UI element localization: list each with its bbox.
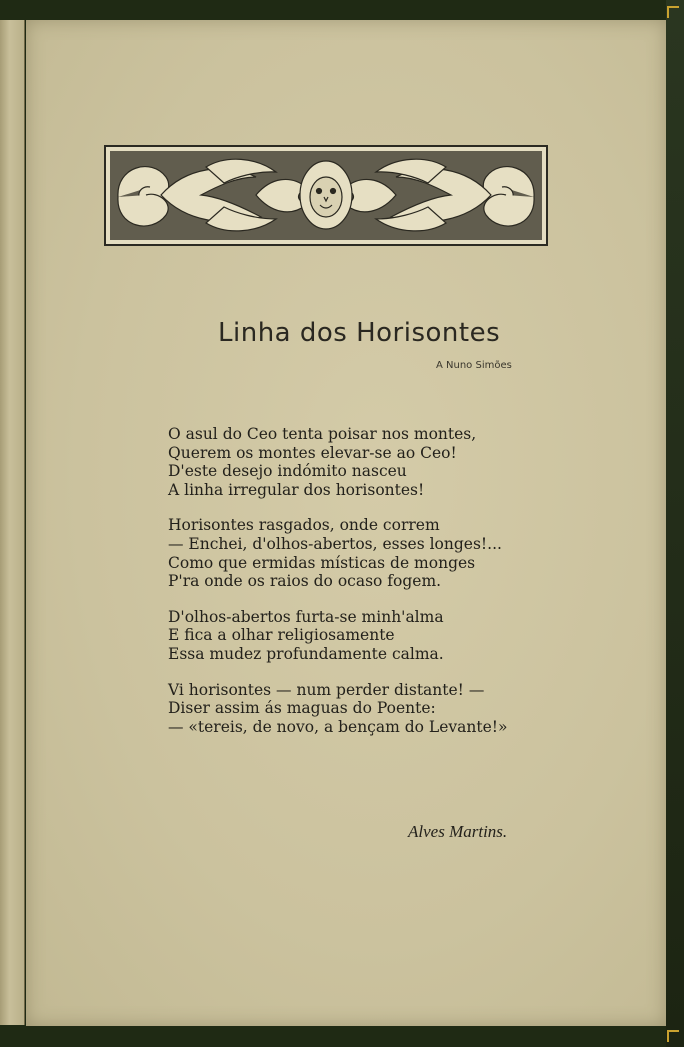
poem-dedication: A Nuno Simões <box>436 360 512 371</box>
poem-line: A linha irregular dos horisontes! <box>168 480 425 499</box>
poem-title: Linha dos Horisontes <box>218 318 501 348</box>
poem-line: P'ra onde os raios do ocaso fogem. <box>168 572 442 591</box>
poem-line: — «tereis, de novo, a bençam do Levante!» <box>168 717 508 736</box>
stanza <box>168 608 508 664</box>
poem-body <box>168 425 508 753</box>
previous-page-edge <box>0 20 25 1025</box>
poem-line: Vi horisontes — num perder distante! — <box>168 680 485 699</box>
poem-line: Diser assim ás maguas do Poente: <box>168 699 436 718</box>
stanza <box>168 681 508 737</box>
author-signature: Alves Martins. <box>408 822 508 841</box>
poem-line: D'olhos-abertos furta-se minh'alma <box>168 607 444 626</box>
poem-line: O asul do Ceo tenta poisar nos montes, <box>168 425 477 443</box>
scan-border <box>666 0 684 1047</box>
poem-line: Como que ermidas místicas de monges <box>168 553 476 572</box>
poem-line: Essa mudez profundamente calma. <box>168 644 444 663</box>
stanza <box>168 516 508 590</box>
decorative-headpiece <box>104 145 548 246</box>
poem-line: Querem os montes elevar-se ao Ceo! <box>168 443 457 462</box>
poem-line: E fica a olhar religiosamente <box>168 626 395 645</box>
stanza <box>168 425 508 499</box>
poem-line: D'este desejo indómito nasceu <box>168 462 407 481</box>
poem-line: — Enchei, d'olhos-abertos, esses longes!... <box>168 534 502 553</box>
scan-corner-mark <box>667 1030 679 1042</box>
poem-line: Horisontes rasgados, onde correm <box>168 516 440 535</box>
scan-corner-mark <box>667 6 679 18</box>
